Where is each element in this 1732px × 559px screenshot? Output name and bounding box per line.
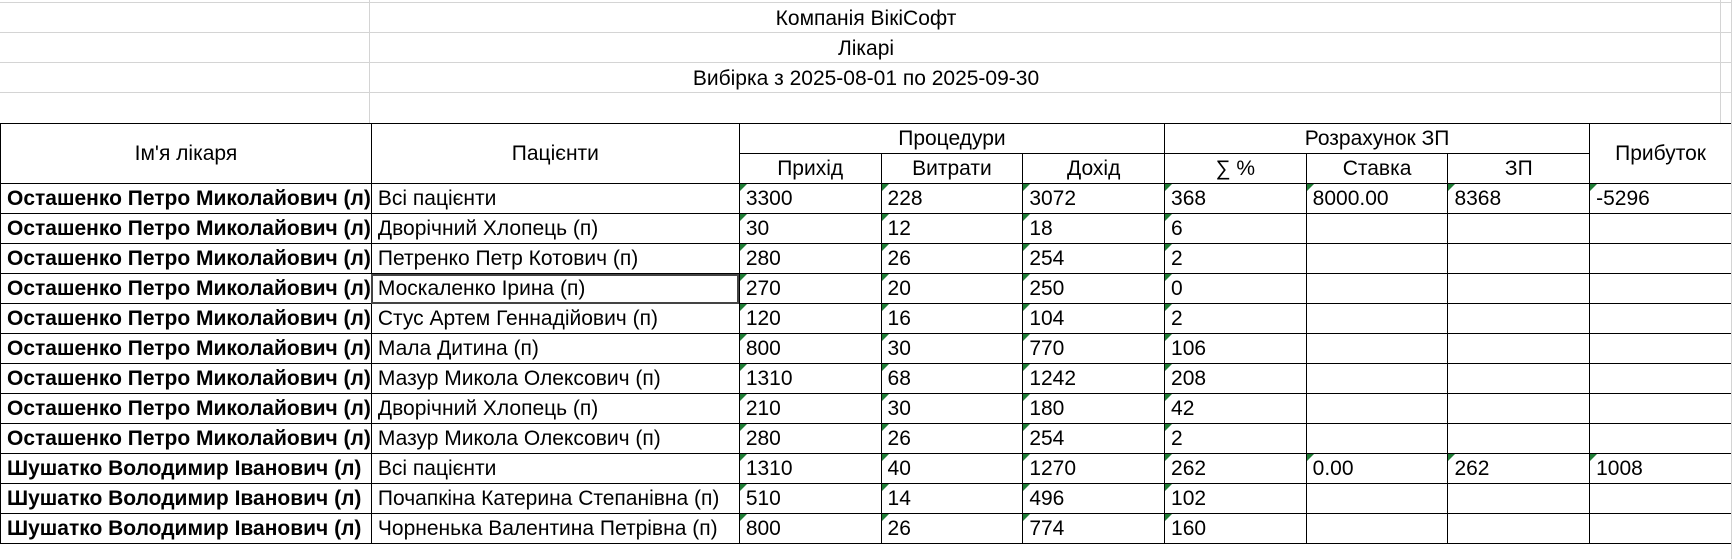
cell-rate[interactable]: [1306, 514, 1448, 544]
cell-profit[interactable]: [1590, 364, 1732, 394]
cell-expenses[interactable]: 14: [881, 484, 1023, 514]
cell-patient[interactable]: Дворічний Хлопець (п): [371, 394, 739, 424]
table-row: [1, 364, 1732, 394]
cell-sum-percent[interactable]: 368: [1165, 184, 1307, 214]
cell-profit[interactable]: -5296: [1590, 184, 1732, 214]
cell-revenue[interactable]: 770: [1023, 334, 1165, 364]
cell-salary[interactable]: [1448, 304, 1590, 334]
cell-expenses[interactable]: 26: [881, 244, 1023, 274]
table-row: [1, 484, 1732, 514]
table-row: [1, 394, 1732, 424]
cell-doctor[interactable]: Шушатко Володимир Іванович (л): [1, 514, 372, 544]
column-header-profit[interactable]: Прибуток: [1590, 124, 1732, 184]
cell-rate[interactable]: [1306, 334, 1448, 364]
column-header-revenue[interactable]: Дохід: [1023, 154, 1165, 184]
cell-rate[interactable]: [1306, 364, 1448, 394]
cell-doctor[interactable]: Осташенко Петро Миколайович (л): [1, 364, 372, 394]
cell-patient[interactable]: Мала Дитина (п): [371, 334, 739, 364]
table-row: [1, 214, 1732, 244]
table-row: [1, 454, 1732, 484]
cell-profit[interactable]: [1590, 214, 1732, 244]
cell-income[interactable]: 800: [739, 514, 881, 544]
cell-income[interactable]: 1310: [739, 364, 881, 394]
cell-doctor[interactable]: Осташенко Петро Миколайович (л): [1, 334, 372, 364]
cell-salary[interactable]: [1448, 334, 1590, 364]
cell-revenue[interactable]: 180: [1023, 394, 1165, 424]
report-subtitle: Лікарі: [837, 37, 895, 60]
cell-revenue[interactable]: 254: [1023, 424, 1165, 454]
cell-expenses[interactable]: 16: [881, 304, 1023, 334]
cell-profit[interactable]: [1590, 394, 1732, 424]
column-header-sum-percent[interactable]: ∑ %: [1165, 154, 1307, 184]
cell-rate[interactable]: 0.00: [1306, 454, 1448, 484]
cell-expenses[interactable]: 26: [881, 424, 1023, 454]
cell-profit[interactable]: [1590, 484, 1732, 514]
cell-revenue[interactable]: 1270: [1023, 454, 1165, 484]
cell-salary[interactable]: [1448, 514, 1590, 544]
table-row: [1, 514, 1732, 544]
cell-revenue[interactable]: 496: [1023, 484, 1165, 514]
cell-income[interactable]: 280: [739, 244, 881, 274]
cell-rate[interactable]: 8000.00: [1306, 184, 1448, 214]
cell-sum-percent[interactable]: 6: [1165, 214, 1307, 244]
cell-patient[interactable]: Москаленко Ірина (п): [371, 274, 739, 304]
cell-sum-percent[interactable]: 2: [1165, 304, 1307, 334]
column-header-salary-calc[interactable]: Розрахунок ЗП: [1165, 124, 1590, 154]
report-period: Вибірка з 2025-08-01 по 2025-09-30: [692, 67, 1040, 90]
cell-salary[interactable]: [1448, 364, 1590, 394]
doctors-report-table: [0, 123, 1732, 544]
table-row: [1, 304, 1732, 334]
cell-sum-percent[interactable]: 102: [1165, 484, 1307, 514]
table-row: [1, 334, 1732, 364]
cell-profit[interactable]: [1590, 514, 1732, 544]
cell-expenses[interactable]: 20: [881, 274, 1023, 304]
cell-salary[interactable]: 262: [1448, 454, 1590, 484]
cell-profit[interactable]: [1590, 424, 1732, 454]
cell-income[interactable]: 120: [739, 304, 881, 334]
cell-income[interactable]: 800: [739, 334, 881, 364]
cell-rate[interactable]: [1306, 274, 1448, 304]
cell-patient[interactable]: Всі пацієнти: [371, 454, 739, 484]
cell-profit[interactable]: [1590, 274, 1732, 304]
cell-doctor[interactable]: Осташенко Петро Миколайович (л): [1, 184, 372, 214]
cell-rate[interactable]: [1306, 304, 1448, 334]
cell-patient[interactable]: Чорненька Валентина Петрівна (п): [371, 514, 739, 544]
cell-income[interactable]: 280: [739, 424, 881, 454]
cell-revenue[interactable]: 250: [1023, 274, 1165, 304]
table-row: [1, 424, 1732, 454]
cell-patient[interactable]: Всі пацієнти: [371, 184, 739, 214]
cell-expenses[interactable]: 30: [881, 334, 1023, 364]
cell-rate[interactable]: [1306, 244, 1448, 274]
cell-sum-percent[interactable]: 2: [1165, 424, 1307, 454]
cell-sum-percent[interactable]: 42: [1165, 394, 1307, 424]
cell-expenses[interactable]: 12: [881, 214, 1023, 244]
cell-sum-percent[interactable]: 0: [1165, 274, 1307, 304]
cell-rate[interactable]: [1306, 394, 1448, 424]
cell-revenue[interactable]: 18: [1023, 214, 1165, 244]
cell-expenses[interactable]: 30: [881, 394, 1023, 424]
cell-salary[interactable]: [1448, 274, 1590, 304]
cell-doctor[interactable]: Осташенко Петро Миколайович (л): [1, 214, 372, 244]
cell-patient[interactable]: Мазур Микола Олексович (п): [371, 424, 739, 454]
cell-income[interactable]: 1310: [739, 454, 881, 484]
cell-income[interactable]: 3300: [739, 184, 881, 214]
cell-income[interactable]: 510: [739, 484, 881, 514]
cell-expenses[interactable]: 40: [881, 454, 1023, 484]
cell-patient[interactable]: Стус Артем Геннадійович (п): [371, 304, 739, 334]
cell-salary[interactable]: 8368: [1448, 184, 1590, 214]
cell-salary[interactable]: [1448, 484, 1590, 514]
cell-doctor[interactable]: Осташенко Петро Миколайович (л): [1, 244, 372, 274]
cell-doctor[interactable]: Шушатко Володимир Іванович (л): [1, 484, 372, 514]
cell-expenses[interactable]: 26: [881, 514, 1023, 544]
cell-income[interactable]: 210: [739, 394, 881, 424]
cell-profit[interactable]: [1590, 334, 1732, 364]
table-row: [1, 244, 1732, 274]
cell-patient[interactable]: Мазур Микола Олексович (п): [371, 364, 739, 394]
cell-patient[interactable]: Почапкіна Катерина Степанівна (п): [371, 484, 739, 514]
cell-revenue[interactable]: 254: [1023, 244, 1165, 274]
cell-profit[interactable]: 1008: [1590, 454, 1732, 484]
column-header-salary[interactable]: ЗП: [1448, 154, 1590, 184]
cell-patient[interactable]: Петренко Петр Котович (п): [371, 244, 739, 274]
cell-revenue[interactable]: 774: [1023, 514, 1165, 544]
table-row: [1, 274, 1732, 304]
cell-profit[interactable]: [1590, 244, 1732, 274]
cell-rate[interactable]: [1306, 424, 1448, 454]
cell-income[interactable]: 270: [739, 274, 881, 304]
column-header-rate[interactable]: Ставка: [1306, 154, 1448, 184]
cell-rate[interactable]: [1306, 214, 1448, 244]
cell-doctor[interactable]: Шушатко Володимир Іванович (л): [1, 454, 372, 484]
column-header-doctor[interactable]: Ім'я лікаря: [1, 124, 372, 184]
column-header-procedures[interactable]: Процедури: [739, 124, 1164, 154]
cell-salary[interactable]: [1448, 214, 1590, 244]
cell-revenue[interactable]: 1242: [1023, 364, 1165, 394]
column-header-income[interactable]: Прихід: [739, 154, 881, 184]
cell-sum-percent[interactable]: 262: [1165, 454, 1307, 484]
cell-profit[interactable]: [1590, 304, 1732, 334]
cell-expenses[interactable]: 68: [881, 364, 1023, 394]
cell-doctor[interactable]: Осташенко Петро Миколайович (л): [1, 394, 372, 424]
cell-revenue[interactable]: 104: [1023, 304, 1165, 334]
column-header-patients[interactable]: Пацієнти: [371, 124, 739, 184]
cell-expenses[interactable]: 228: [881, 184, 1023, 214]
cell-doctor[interactable]: Осташенко Петро Миколайович (л): [1, 424, 372, 454]
cell-sum-percent[interactable]: 2: [1165, 244, 1307, 274]
cell-sum-percent[interactable]: 160: [1165, 514, 1307, 544]
cell-doctor[interactable]: Осташенко Петро Миколайович (л): [1, 274, 372, 304]
cell-salary[interactable]: [1448, 424, 1590, 454]
cell-revenue[interactable]: 3072: [1023, 184, 1165, 214]
cell-income[interactable]: 30: [739, 214, 881, 244]
table-row: [1, 184, 1732, 214]
cell-salary[interactable]: [1448, 244, 1590, 274]
cell-sum-percent[interactable]: 208: [1165, 364, 1307, 394]
column-header-expenses[interactable]: Витрати: [881, 154, 1023, 184]
cell-patient[interactable]: Дворічний Хлопець (п): [371, 214, 739, 244]
company-title: Компанія ВікіСофт: [775, 7, 957, 30]
cell-doctor[interactable]: Осташенко Петро Миколайович (л): [1, 304, 372, 334]
report-body: [1, 184, 1732, 544]
cell-rate[interactable]: [1306, 484, 1448, 514]
cell-salary[interactable]: [1448, 394, 1590, 424]
cell-sum-percent[interactable]: 106: [1165, 334, 1307, 364]
